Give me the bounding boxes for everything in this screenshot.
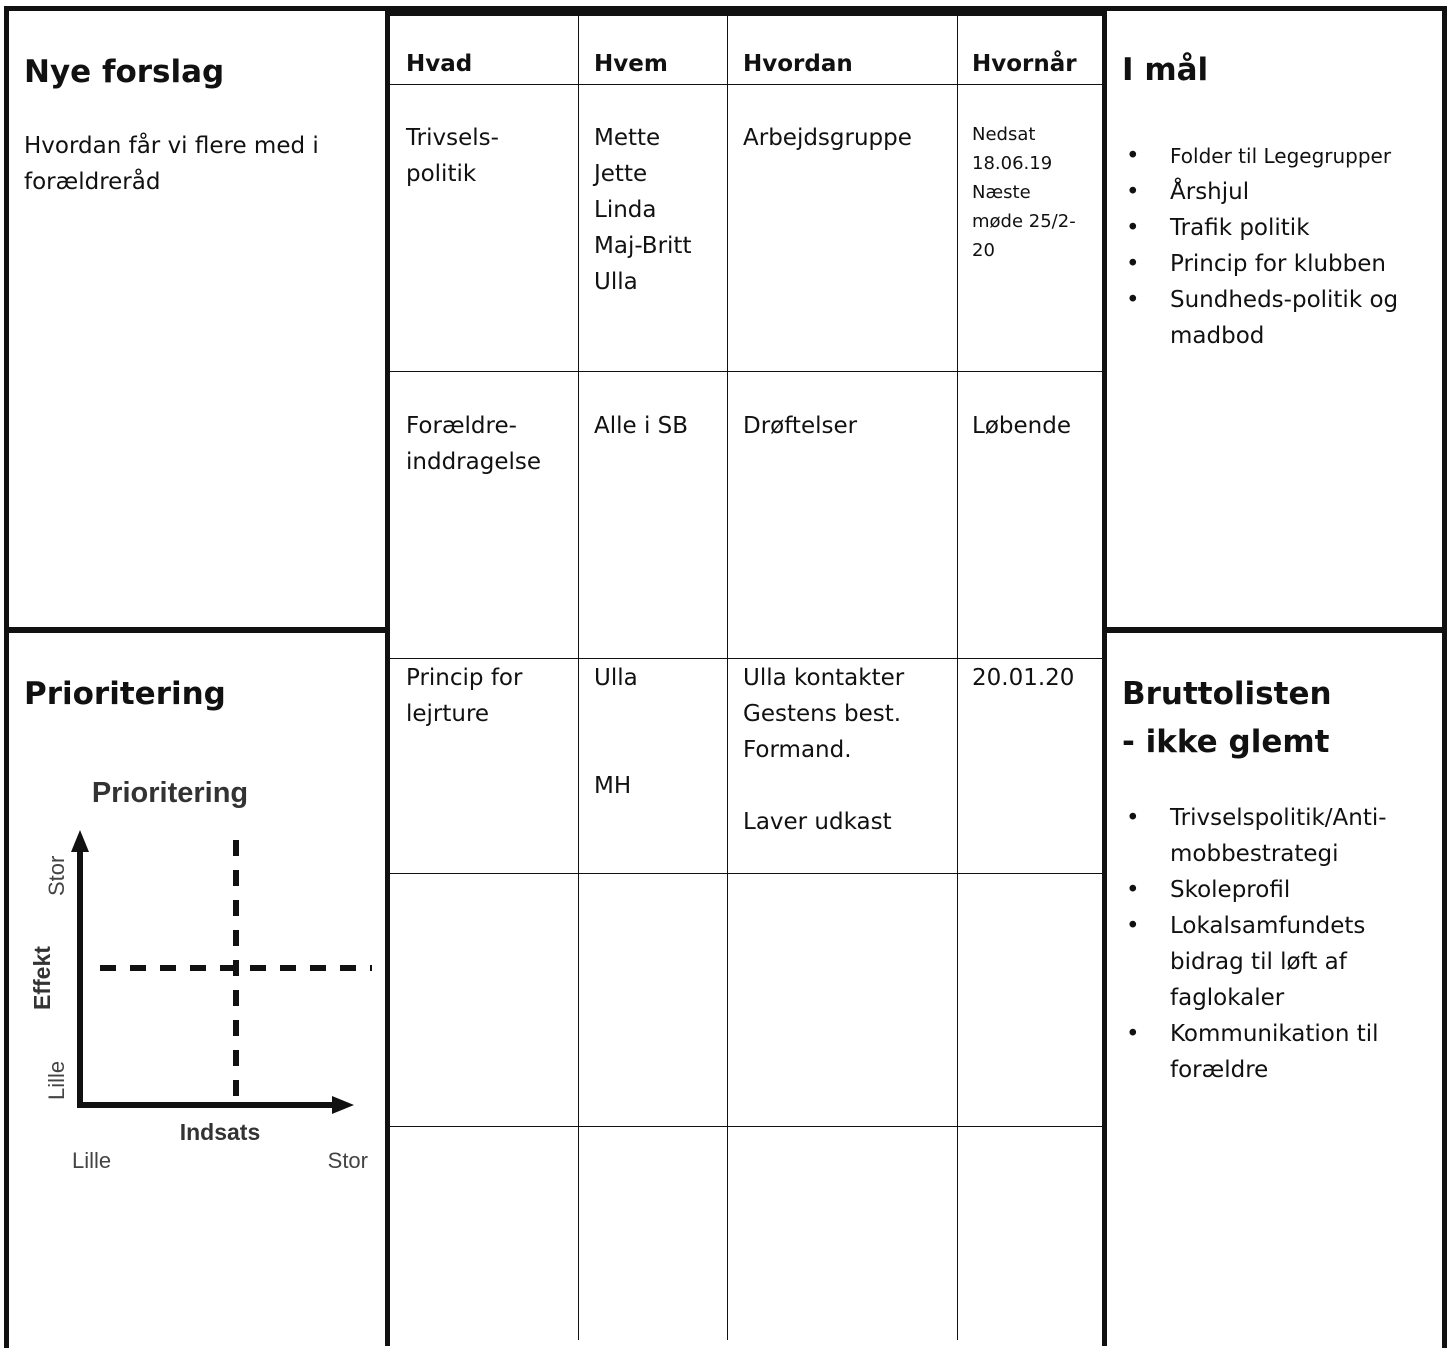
new-proposals-title: Nye forslag: [24, 54, 225, 90]
row3-hvornaar: 20.01.20: [972, 665, 1075, 691]
new-proposals-box: [4, 6, 388, 632]
list-item: • Skoleprofil: [1110, 872, 1440, 908]
list-item: • Folder til Legegrupper: [1110, 138, 1440, 174]
list-item: • Kommunikation til forældre: [1110, 1016, 1440, 1088]
new-proposals-text: Hvordan får vi flere med i forældreråd: [24, 133, 319, 195]
header-hvornaar: Hvornår: [972, 51, 1077, 77]
y-high-label: Stor: [44, 855, 69, 896]
row2-hvornaar: Løbende: [972, 413, 1071, 439]
row3-hvem: Ulla MH: [594, 665, 638, 799]
backlog-list: [1110, 800, 1440, 1088]
col-divider-1: [578, 16, 579, 1340]
row-divider-4: [390, 1126, 1102, 1127]
list-item: • Trivselspolitik/Anti- mobbestrategi: [1110, 800, 1440, 872]
row1-hvornaar: Nedsat 18.06.19 Næste møde 25/2- 20: [972, 124, 1076, 261]
table-header-bar: [390, 6, 1102, 16]
row1-hvad: Trivsels- politik: [406, 125, 499, 187]
list-item: • Årshjul: [1110, 174, 1440, 210]
row-divider-3: [390, 873, 1102, 874]
header-hvordan: Hvordan: [743, 51, 853, 77]
row2-hvordan: Drøftelser: [743, 413, 858, 439]
y-axis-label: Effekt: [29, 946, 55, 1010]
x-high-label: Stor: [327, 1148, 368, 1173]
row-divider-header: [390, 84, 1102, 85]
achieved-title: I mål: [1122, 52, 1209, 88]
x-axis-arrow: [332, 1096, 354, 1114]
col-divider-2: [727, 16, 728, 1340]
row1-hvordan: Arbejdsgruppe: [743, 125, 912, 151]
y-axis-arrow: [71, 830, 89, 852]
x-axis-label: Indsats: [179, 1119, 261, 1145]
y-low-label: Lille: [44, 1060, 69, 1100]
row-divider-2: [390, 658, 1102, 659]
list-item: • Trafik politik: [1110, 210, 1440, 246]
prioritization-title: Prioritering: [24, 676, 226, 712]
list-item: • Sundheds-politik og madbod: [1110, 282, 1440, 354]
row3-hvad: Princip for lejrture: [406, 665, 523, 727]
row1-hvem: Mette Jette Linda Maj-Britt Ulla: [594, 125, 692, 295]
row2-hvad: Forældre- inddragelse: [406, 413, 541, 475]
list-item: • Lokalsamfundets bidrag til løft af faglokaler: [1110, 908, 1440, 1016]
col-divider-3: [957, 16, 958, 1340]
header-hvad: Hvad: [406, 51, 473, 77]
list-item: • Princip for klubben: [1110, 246, 1440, 282]
prioritization-matrix-figure: [20, 760, 380, 1180]
row-divider-1: [390, 371, 1102, 372]
x-low-label: Lille: [72, 1148, 112, 1173]
backlog-title: Bruttolisten - ikke glemt: [1122, 676, 1332, 760]
row3-hvordan: Ulla kontakter Gestens best. Formand. Laver udkast: [743, 665, 905, 835]
row2-hvem: Alle i SB: [594, 413, 689, 439]
header-hvem: Hvem: [594, 51, 668, 77]
matrix-title: Prioritering: [91, 777, 249, 809]
achieved-list: [1110, 138, 1440, 354]
